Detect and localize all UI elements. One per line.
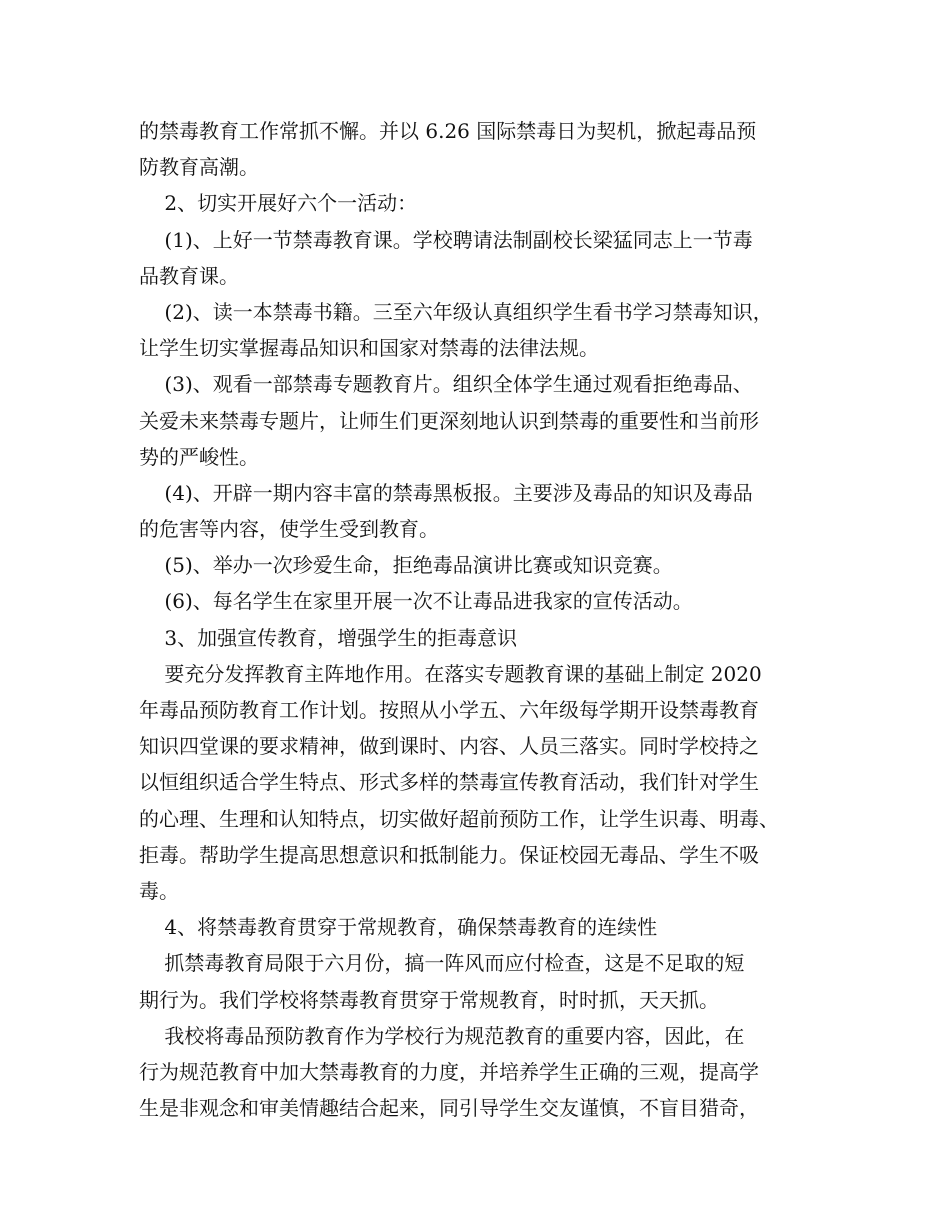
text-line: 期行为。我们学校将禁毒教育贯穿于常规教育，时时抓，天天抓。 — [139, 987, 719, 1012]
text-line: 关爱未来禁毒专题片，让师生们更深刻地认识到禁毒的重要性和当前形 — [139, 408, 759, 433]
text-line: 3、加强宣传教育，增强学生的拒毒意识 — [139, 625, 518, 650]
text-line: 生是非观念和审美情趣结合起来，同引导学生交友谨慎，不盲目猎奇， — [139, 1096, 759, 1121]
text-line: 知识四堂课的要求精神，做到课时、内容、人员三落实。同时学校持之 — [139, 734, 759, 759]
text-line: 年毒品预防教育工作计划。按照从小学五、六年级每学期开设禁毒教育 — [139, 698, 759, 722]
text-line: 毒。 — [139, 878, 179, 903]
text-line: 的禁毒教育工作常抓不懈。并以 6.26 国际禁毒日为契机，掀起毒品预 — [139, 119, 757, 143]
text-line: 我校将毒品预防教育作为学校行为规范教育的重要内容，因此，在 — [139, 1023, 745, 1048]
text-line: (1)、上好一节禁毒教育课。学校聘请法制副校长梁猛同志上一节毒 — [139, 227, 753, 252]
text-line: (6)、每名学生在家里开展一次不让毒品进我家的宣传活动。 — [139, 589, 693, 614]
text-line: 防教育高潮。 — [139, 155, 259, 180]
text-line: 行为规范教育中加大禁毒教育的力度，并培养学生正确的三观，提高学 — [139, 1059, 759, 1084]
text-line: 抓禁毒教育局限于六月份，搞一阵风而应付检查，这是不足取的短 — [139, 951, 745, 976]
text-line: 要充分发挥教育主阵地作用。在落实专题教育课的基础上制定 2020 — [139, 661, 762, 686]
text-line: 让学生切实掌握毒品知识和国家对禁毒的法律法规。 — [139, 336, 599, 361]
text-line: 拒毒。帮助学生提高思想意识和抵制能力。保证校园无毒品、学生不吸 — [139, 842, 759, 867]
text-line: 的危害等内容，使学生受到教育。 — [139, 517, 439, 542]
text-line: (3)、观看一部禁毒专题教育片。组织全体学生通过观看拒绝毒品、 — [139, 372, 753, 397]
document-body — [139, 113, 819, 1126]
text-line: (2)、读一本禁毒书籍。三至六年级认真组织学生看书学习禁毒知识， — [139, 299, 773, 324]
text-line: (5)、举办一次珍爱生命，拒绝毒品演讲比赛或知识竞赛。 — [139, 553, 673, 578]
text-line: 品教育课。 — [139, 263, 239, 288]
text-line: (4)、开辟一期内容丰富的禁毒黑板报。主要涉及毒品的知识及毒品 — [139, 480, 753, 505]
text-line: 势的严峻性。 — [139, 444, 259, 469]
text-line: 的心理、生理和认知特点，切实做好超前预防工作，让学生识毒、明毒、 — [139, 806, 779, 831]
text-line: 2、切实开展好六个一活动： — [139, 191, 418, 216]
text-line: 4、将禁毒教育贯穿于常规教育，确保禁毒教育的连续性 — [139, 915, 658, 940]
text-line: 以恒组织适合学生特点、形式多样的禁毒宣传教育活动，我们针对学生 — [139, 770, 759, 795]
